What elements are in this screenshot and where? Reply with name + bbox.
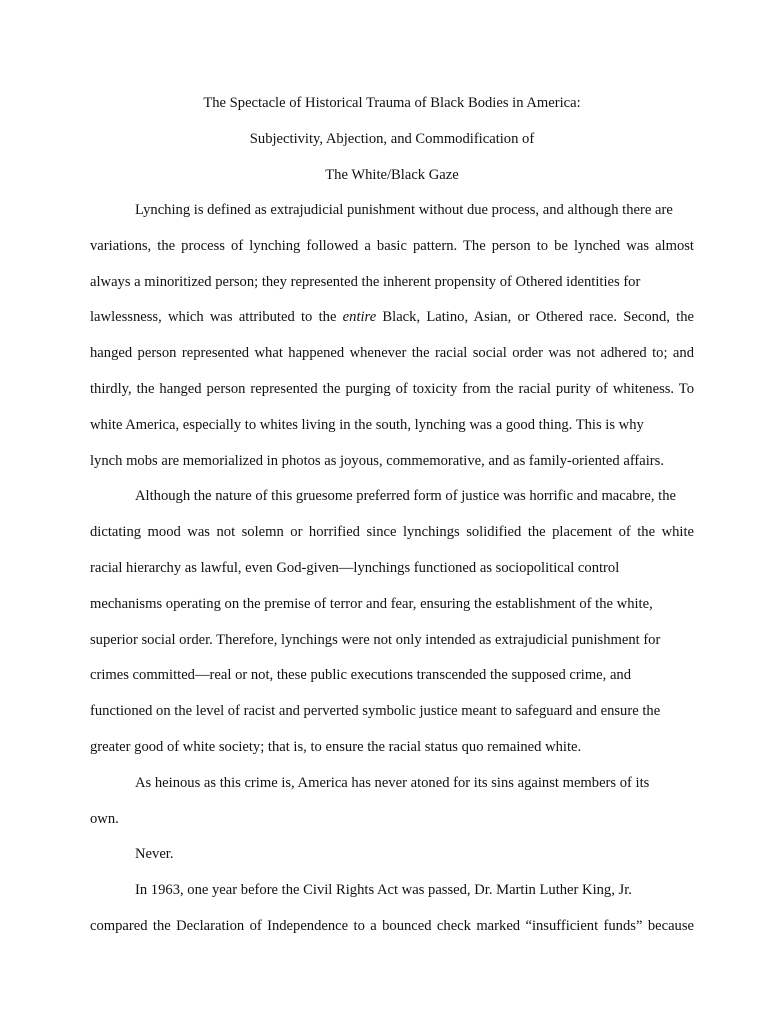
title-line-1: The Spectacle of Historical Trauma of Black Bodies in America: bbox=[203, 95, 581, 111]
document-title bbox=[90, 86, 694, 193]
paragraph-3-line-1: As heinous as this crime is, America has never atoned for its sins against members of its bbox=[135, 774, 650, 791]
paragraph-1-line-7: white America, especially to whites living in the south, lynching was a good thing. This is why bbox=[90, 416, 644, 433]
paragraph-4-line-1: Never. bbox=[135, 846, 174, 863]
paragraph-1-line-2: variations, the process of lynching followed a basic pattern. The person to be lynched was almost bbox=[90, 237, 694, 254]
paragraph-1-line-1: Lynching is defined as extrajudicial punishment without due process, and although there are bbox=[135, 202, 673, 218]
paragraph-2-line-7: functioned on the level of racist and perverted symbolic justice meant to safeguard and ensure the bbox=[90, 703, 661, 720]
paragraph-1-line-8: lynch mobs are memorialized in photos as joyous, commemorative, and as family-oriented affairs. bbox=[90, 452, 664, 469]
text-run: Black, Latino, Asian, or Othered race. Second, the bbox=[376, 309, 694, 326]
paragraph-1-line-4 bbox=[90, 300, 694, 336]
paragraph-1-line-6: thirdly, the hanged person represented the purging of toxicity from the racial purity of whiteness. To bbox=[90, 380, 694, 397]
title-line-3: The White/Black Gaze bbox=[325, 166, 459, 183]
paragraph-2-line-6: crimes committed—real or not, these public executions transcended the supposed crime, and bbox=[90, 667, 632, 684]
paragraph-1-line-3: always a minoritized person; they represented the inherent propensity of Othered identities for bbox=[90, 273, 641, 290]
paragraph-2-line-5: superior social order. Therefore, lynchings were not only intended as extrajudicial punishment for bbox=[90, 631, 661, 648]
emphasis-text: entire bbox=[342, 309, 377, 326]
paragraph-2-line-4: mechanisms operating on the premise of terror and fear, ensuring the establishment of the white, bbox=[90, 595, 653, 612]
paragraph-5-line-1: In 1963, one year before the Civil Rights Act was passed, Dr. Martin Luther King, Jr. bbox=[135, 882, 632, 899]
text-run: lawlessness, which was attributed to the bbox=[90, 309, 343, 326]
paragraph-1-line-5: hanged person represented what happened whenever the racial social order was not adhered to; and bbox=[90, 345, 694, 362]
paragraph-2-line-3: racial hierarchy as lawful, even God-given—lynchings functioned as sociopolitical control bbox=[90, 559, 620, 576]
paragraph-3-line-2: own. bbox=[90, 810, 119, 827]
title-line-2: Subjectivity, Abjection, and Commodification of bbox=[249, 130, 535, 147]
paragraph-2-line-2: dictating mood was not solemn or horrified since lynchings solidified the placement of the white bbox=[90, 524, 694, 541]
paragraph-5-line-2: compared the Declaration of Independence to a bounced check marked “insufficient funds” because bbox=[90, 917, 694, 934]
document-body bbox=[90, 193, 694, 945]
paragraph-2-line-8: greater good of white society; that is, to ensure the racial status quo remained white. bbox=[90, 738, 582, 755]
paragraph-2-line-1: Although the nature of this gruesome preferred form of justice was horrific and macabre, the bbox=[135, 488, 676, 505]
